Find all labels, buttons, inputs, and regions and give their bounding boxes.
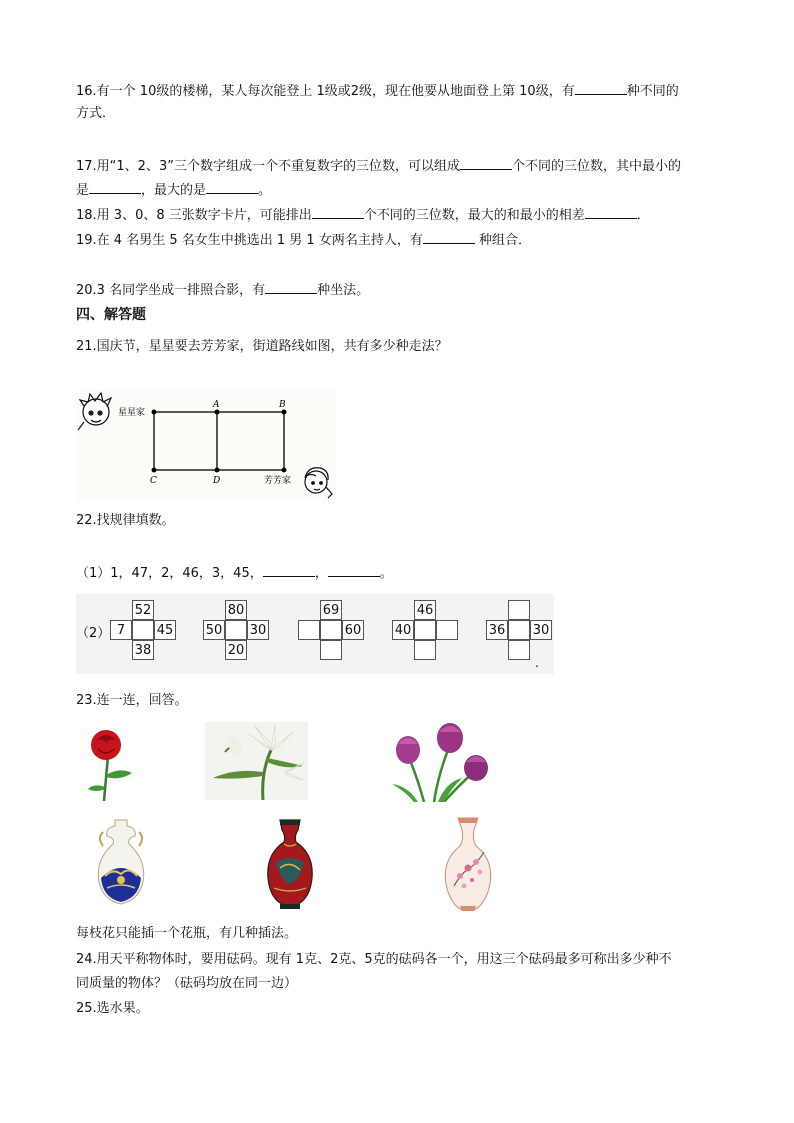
street-map-figure (76, 390, 336, 502)
cross-cell-right[interactable] (436, 620, 458, 640)
label-c: C (150, 476, 157, 486)
q19-blank[interactable] (423, 231, 475, 244)
red-vase-image[interactable] (262, 818, 318, 910)
q16-line2: 方式． (76, 106, 116, 121)
cross-cell-left: 50 (203, 620, 225, 640)
label-a: A (213, 400, 220, 410)
q20-text-b: 种坐法。 (317, 283, 370, 298)
q17-text-d: ，最大的是 (141, 183, 207, 198)
q17-blank-2[interactable] (89, 181, 141, 194)
rose-image[interactable] (84, 727, 136, 803)
point-end (282, 468, 287, 473)
point-start (152, 410, 157, 415)
q16-text: 16.有一个 10级的楼梯，某人每次能登上 1级或2级，现在他要从地面登上第 10级，有 (76, 84, 575, 99)
cross-cell-center (225, 620, 247, 640)
street-map (76, 390, 336, 502)
tulip-image[interactable] (388, 720, 496, 802)
cross-cell-top[interactable] (508, 600, 530, 620)
cross-cell-center (508, 620, 530, 640)
q17-text-b: 个不同的三位数，其中最小的 (511, 159, 681, 174)
point-d (215, 468, 220, 473)
q19-line (76, 231, 531, 249)
cross-cell-bottom[interactable] (320, 640, 342, 660)
q20-blank[interactable] (265, 281, 317, 294)
label-d: D (213, 476, 221, 486)
cross-cell-top: 46 (414, 600, 436, 620)
cross-cell-bottom: 20 (225, 640, 247, 660)
q22-1-end: 。 (379, 566, 393, 581)
cross-cell-center (132, 620, 154, 640)
cross-cell-right: 30 (247, 620, 269, 640)
q18-blank-1[interactable] (312, 206, 364, 219)
q18-text-a: 18.用 3、0、8 三张数字卡片，可能排出 (76, 208, 312, 223)
q17-line1 (76, 157, 681, 175)
q22-part1 (76, 564, 393, 582)
q22-1-comma: ， (314, 566, 328, 581)
label-b: B (279, 400, 286, 410)
q22-1-blank-1[interactable] (263, 564, 315, 577)
cross-cell-left: 7 (110, 620, 132, 640)
q18-text-b: 个不同的三位数，最大的和最小的相差 (363, 208, 585, 223)
q17-text-e: 。 (258, 183, 272, 198)
q18-line (76, 206, 650, 224)
q24-line1: 24.用天平称物体时，要用砝码。现有 1克、2克、5克的砝码各一个，用这三个砝码最多可称出多少种不 (76, 952, 672, 967)
q23-text: 23.连一连，回答。 (76, 693, 188, 708)
cross-cell-top: 69 (320, 600, 342, 620)
q17-text-a: 17.用“1、2、3”三个数字组成一个不重复数字的三位数，可以组成 (76, 159, 460, 174)
cross-cell-center (320, 620, 342, 640)
q19-text-b: 种组合． (474, 233, 531, 248)
cross-cell-center (414, 620, 436, 640)
cross-cell-bottom[interactable] (414, 640, 436, 660)
q17-line2 (76, 181, 271, 199)
q23-question: 每枝花只能插一个花瓶，有几种插法。 (76, 926, 298, 941)
q24-line2: 同质量的物体？（砝码均放在同一边） (76, 976, 298, 991)
cross-cell-left[interactable] (298, 620, 320, 640)
cross-cell-left: 36 (486, 620, 508, 640)
q20-text-a: 20.3 名同学坐成一排照合影，有 (76, 283, 266, 298)
q20-line (76, 281, 369, 299)
cross-cell-bottom[interactable] (508, 640, 530, 660)
q18-text-c: ． (636, 208, 650, 223)
section-heading: 四、解答题 (76, 307, 146, 323)
cross-cell-top: 80 (225, 600, 247, 620)
label-start: 星星家 (118, 408, 146, 418)
lily-image[interactable] (205, 722, 308, 800)
cross-cell-bottom: 38 (132, 640, 154, 660)
cross-cell-top: 52 (132, 600, 154, 620)
cross-cell-right: 45 (154, 620, 176, 640)
q18-blank-2[interactable] (585, 206, 637, 219)
q16-text-end: 种不同的 (626, 84, 679, 99)
q17-text-c: 是 (76, 183, 90, 198)
q22-text: 22.找规律填数。 (76, 513, 175, 528)
point-c (152, 468, 157, 473)
q25-text: 25.选水果。 (76, 1001, 149, 1016)
point-a (215, 410, 220, 415)
flower-pattern-vase-image[interactable] (440, 816, 496, 912)
crosses-trailing-dot: . (535, 656, 539, 670)
q22-1-text: （1）1，47，2，46，3，45， (76, 566, 263, 581)
q16-blank[interactable] (575, 82, 627, 95)
q17-blank-3[interactable] (206, 181, 258, 194)
q22-1-blank-2[interactable] (328, 564, 380, 577)
point-b (282, 410, 287, 415)
q16-line1 (76, 82, 679, 100)
q21-text: 21.国庆节，星星要去芳芳家，街道路线如图，共有多少种走法？ (76, 339, 448, 354)
cross-cell-left: 40 (392, 620, 414, 640)
blue-vase-image[interactable] (93, 818, 149, 908)
q19-text-a: 19.在 4 名男生 5 名女生中挑选出 1 男 1 女两名主持人，有 (76, 233, 423, 248)
q17-blank-1[interactable] (460, 157, 512, 170)
cross-cell-right: 60 (342, 620, 364, 640)
cross-cell-right: 30 (530, 620, 552, 640)
q22-2-label: （2） (76, 626, 111, 641)
label-end: 芳芳家 (264, 476, 292, 486)
